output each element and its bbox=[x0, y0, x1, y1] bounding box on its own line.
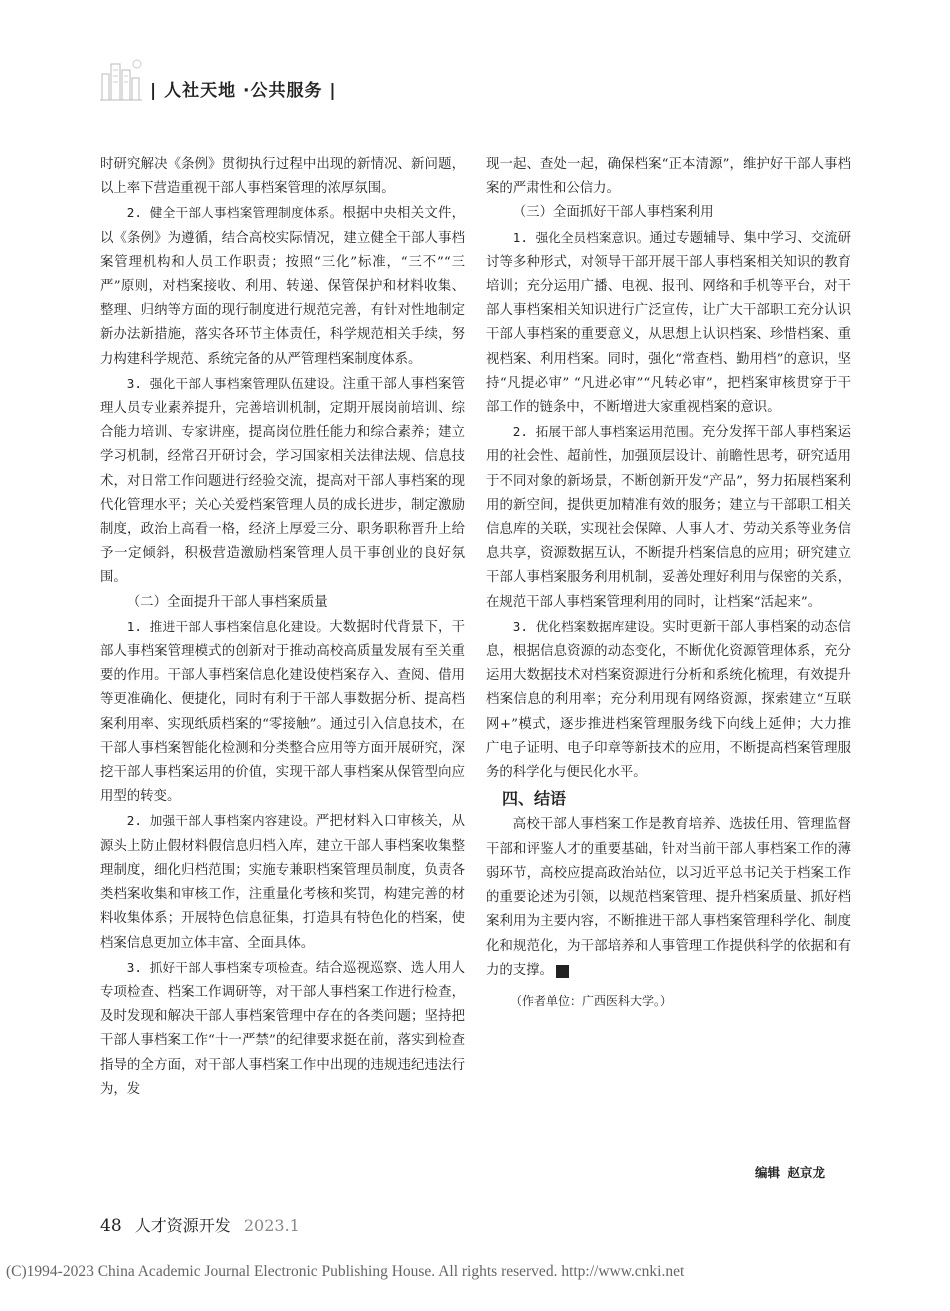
paragraph-text: 根据中央相关文件，以《条例》为遵循，结合高校实际情况，建立健全干部人事档案管理机构和人员工作职责；按照“三化”标准，“三不”“三严”原则，对档案接收、利用、转递、保管保护和材料收集、整理、归纳等方面的现行制度进行规范完善，有针对性地制定新办法新措施，落实各环节主体责任，科学规范相关手续，努力构建科学规范、系统完备的从严管理档案制度体系。 bbox=[100, 206, 466, 367]
paragraph-text: 时研究解决《条例》贯彻执行过程中出现的新情况、新问题，以上率下营造重视干部人事档案管理的浓厚氛围。 bbox=[100, 157, 465, 197]
paragraph bbox=[100, 153, 465, 201]
paragraph bbox=[100, 615, 465, 810]
paragraph-lead: 3. 优化档案数据库建设。 bbox=[512, 618, 663, 634]
paragraph bbox=[100, 372, 465, 591]
paragraph-lead: 2. 健全干部人事档案管理制度体系。 bbox=[126, 205, 343, 221]
paragraph-lead: 1. 强化全员档案意识。 bbox=[512, 229, 650, 245]
paragraph-text: 实时更新干部人事档案的动态信息，根据信息资源的动态变化，不断优化资源管理体系，充分运用大数据技术对档案资源进行分析和系统化梳理，有效提升档案信息的利用率；充分利用现有网络资源，探索建立“互联网+”模式，逐步推进档案管理服务线下向线上延伸；大力推广电子证明、电子印章等新技术的应用，不断提高档案管理服务的科学化与便民化水平。 bbox=[486, 619, 851, 781]
paragraph bbox=[486, 420, 851, 615]
subsection-heading: （三）全面抓好干部人事档案利用 bbox=[512, 205, 714, 221]
issue-year: 2023.1 bbox=[243, 1216, 300, 1235]
paragraph-lead: 1. 推进干部人事档案信息化建设。 bbox=[126, 618, 330, 634]
subsection-heading: （二）全面提升干部人事档案质量 bbox=[126, 594, 328, 610]
city-buildings-icon bbox=[100, 56, 146, 102]
paragraph bbox=[486, 615, 851, 785]
copyright-notice: (C)1994-2023 China Academic Journal Electronic Publishing House. All rights reserved. http://www.cnki.net bbox=[6, 1263, 685, 1280]
paragraph-lead: 2. 拓展干部人事档案运用范围。 bbox=[512, 424, 702, 440]
left-column bbox=[100, 153, 465, 1102]
paragraph bbox=[100, 201, 465, 371]
section-header: | 人社天地 ·公共服务 | bbox=[150, 81, 337, 101]
paragraph bbox=[100, 956, 465, 1102]
paragraph-lead: 3. 抓好干部人事档案专项检查。 bbox=[126, 959, 316, 975]
paragraph bbox=[486, 153, 851, 201]
paragraph bbox=[100, 809, 465, 955]
paragraph-text: 注重干部人事档案管理人员专业素养提升，完善培训机制，定期开展岗前培训、综合能力培训、专家讲座，提高岗位胜任能力和综合素养；建立学习机制，经常召开研讨会，学习国家相关法律法规、信息技术，对日常工作问题进行经验交流，提高对干部人事档案的现代化管理水平；关心关爱档案管理人员的成长进步，制定激励制度，政治上高看一格，经济上厚爱三分、职务职称晋升上给予一定倾斜，积极营造激励档案管理人员干事创业的良好氛围。 bbox=[100, 376, 466, 586]
paragraph-text: 高校干部人事档案工作是教育培养、选拔任用、管理监督干部和评鉴人才的重要基础，针对当前干部人事档案工作的薄弱环节，高校应提高政治站位，以习近平总书记关于档案工作的重要论述为引领，以规范档案管理、提升档案质量、抓好档案利用为主要内容，不断推进干部人事档案管理科学化、制度化和规范化，为干部培养和人事管理工作提供科学的依据和有力的支撑。 bbox=[486, 817, 851, 978]
page-number: 48 bbox=[100, 1216, 122, 1236]
paragraph-text: 充分发挥干部人事档案运用的社会性、超前性，加强顶层设计、前瞻性思考，研究适用于不同对象的新场景，不断创新开发“产品”，努力拓展档案利用的新空间，提供更加精准有效的服务；建立与干部职工相关信息库的关联，实现社会保障、人事人才、劳动关系等业务信息共享，资源数据互认，不断提升档案信息的应用；研究建立干部人事档案服务利用机制，妥善处理好利用与保密的关系，在规范干部人事档案管理利用的同时，让档案“活起来”。 bbox=[486, 425, 852, 610]
paragraph-text: 结合巡视巡察、选人用人专项检查、档案工作调研等，对干部人事档案工作进行检查，及时发现和解决干部人事档案管理中存在的各类问题；坚持把干部人事档案工作“十一严禁”的纪律要求挺在前，落实到检查指导的全方面，对干部人事档案工作中出现的违规违纪违法行为，发 bbox=[100, 960, 466, 1097]
editor-credit: 编辑 赵京龙 bbox=[755, 1165, 826, 1180]
journal-name: 人才资源开发 bbox=[134, 1216, 231, 1235]
section-heading: 四、结语 bbox=[502, 789, 567, 809]
paragraph-lead: 2. 加强干部人事档案内容建设。 bbox=[126, 813, 316, 829]
paragraph-text: 大数据时代背景下，干部人事档案管理模式的创新对于推动高校高质量发展有至关重要的作用。干部人事档案信息化建设使档案存入、查阅、借用等更准确化、便捷化，同时有利于干部人事数据分析、提高档案利用率、实现纸质档案的“零接触”。通过引入信息技术，在干部人事档案智能化检测和分类整合应用等方面开展研究，深挖干部人事档案运用的价值，实现干部人事档案从保管型向应用型的转变。 bbox=[100, 619, 466, 805]
page-footer bbox=[100, 1213, 300, 1236]
paragraph-text: 现一起、查处一起，确保档案“正本清源”，维护好干部人事档案的严肃性和公信力。 bbox=[486, 157, 851, 197]
paragraph-text: 通过专题辅导、集中学习、交流研讨等多种形式，对领导干部开展干部人事档案相关知识的教育培训；充分运用广播、电视、报刊、网络和手机等平台，对干部人事档案相关知识进行广泛宣传，让广大干部职工充分认识干部人事档案的重要意义，从思想上认识档案、珍惜档案、重视档案、利用档案。同时，强化“常查档、勤用档”的意识，坚持“凡提必审” “凡进必审”“凡转必审”，把档案审核贯穿于干部工作的链条中，不断增进大家重视档案的意识。 bbox=[486, 230, 852, 416]
paragraph bbox=[486, 226, 851, 421]
end-mark-icon: R bbox=[556, 965, 569, 978]
author-affiliation: （作者单位：广西医科大学。） bbox=[510, 993, 673, 1008]
paragraph bbox=[486, 813, 851, 982]
right-column bbox=[486, 153, 851, 1013]
paragraph-lead: 3. 强化干部人事档案管理队伍建设。 bbox=[126, 375, 343, 391]
paragraph-text: 严把材料入口审核关，从源头上防止假材料假信息归档入库，建立干部人事档案收集整理制度，细化归档范围；实施专兼职档案管理员制度，负责各类档案收集和审核工作，注重量化考核和奖罚，构建完善的材料收集体系；开展特色信息征集，打造具有特色化的档案，使档案信息更加立体丰富、全面具体。 bbox=[100, 814, 466, 951]
